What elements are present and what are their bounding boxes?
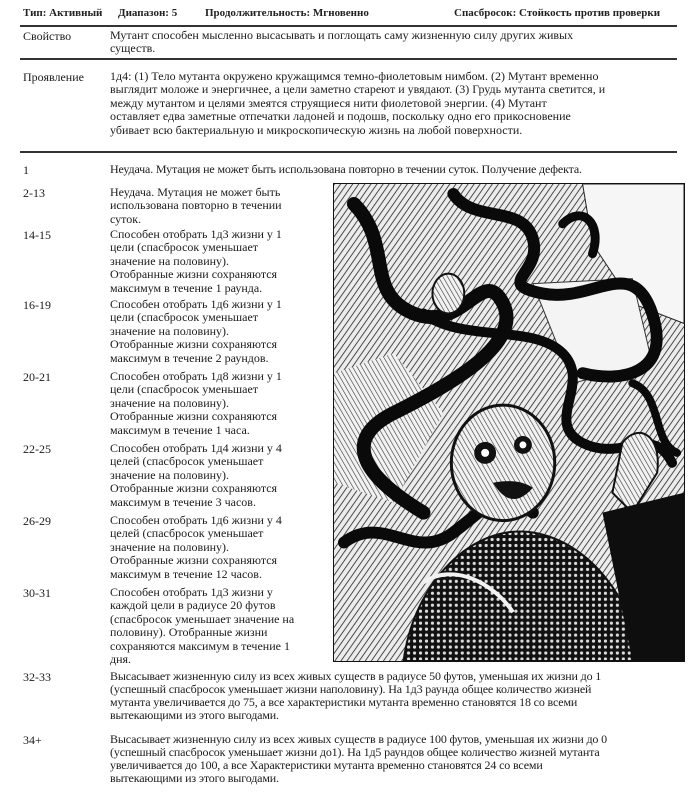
result-line: Отобранные жизни сохраняются: [110, 337, 278, 352]
result-text: [110, 228, 326, 295]
roll-value: 1: [23, 163, 29, 177]
manifestation-line: выглядит моложе и энергичнее, а цели заметно стареют и увядают. (3) Грудь мутанта светится, и: [110, 82, 606, 97]
result-line: использована повторно в течении: [110, 198, 282, 213]
result-line: Отобранные жизни сохраняются: [110, 553, 278, 568]
result-line: значение на половину).: [110, 253, 230, 268]
result-line: максимум в течение 2 раундов.: [110, 350, 269, 365]
result-line: значение на половину).: [110, 395, 230, 410]
result-line: суток.: [110, 211, 142, 226]
property-label: Свойство: [23, 29, 72, 43]
roll-value: 32-33: [23, 670, 51, 684]
result-line: каждой цели в радиусе 20 футов: [110, 598, 276, 613]
header-divider: [20, 25, 677, 27]
result-line: Неудача. Мутация не может быть использована повторно в течении суток. Получение дефекта.: [110, 162, 582, 176]
result-line: цели (спасбросок уменьшает: [110, 240, 259, 255]
range-label: Диапазон: 5: [118, 7, 178, 19]
zombie-pupil: [481, 449, 489, 457]
result-text: [110, 442, 326, 509]
manifestation-line: оставляет едва заметные отпечатки ладоней и подошв, поскольку одно его прикосновение: [110, 109, 571, 124]
roll-value: 16-19: [23, 298, 51, 312]
result-line: дня.: [110, 652, 132, 667]
result-line: (успешный спасбросок уменьшает жизни до1). На 1д5 раундов общее количество жизней мутанта: [110, 745, 600, 759]
illustration-svg: [334, 184, 684, 661]
result-text: [110, 370, 326, 437]
result-text: [110, 186, 326, 226]
result-text: [110, 733, 690, 785]
result-line: вытекающими из этого выгодами.: [110, 771, 279, 785]
roll-value: 22-25: [23, 442, 51, 456]
result-line: цели (спасбросок уменьшает: [110, 382, 259, 397]
result-line: максимум в течение 1 раунда.: [110, 280, 263, 295]
zombie-head: [451, 405, 554, 521]
result-line: Высасывает жизненную силу из всех живых существ в радиусе 100 футов, уменьшая их жизни до 0: [110, 732, 607, 746]
result-line: Способен отобрать 1д6 жизни у 1: [110, 297, 282, 311]
result-line: Способен отобрать 1д8 жизни у 1: [110, 369, 282, 383]
result-line: Высасывает жизненную силу из всех живых существ в радиусе 50 футов, уменьшая их жизни до 1: [110, 669, 602, 683]
result-line: максимум в течение 12 часов.: [110, 566, 262, 581]
result-line: Отобранные жизни сохраняются: [110, 409, 278, 424]
result-line: значение на половину).: [110, 539, 230, 554]
result-line: Отобранные жизни сохраняются: [110, 267, 278, 282]
result-text: [110, 163, 690, 176]
result-line: Отобранные жизни сохраняются: [110, 481, 278, 496]
result-text: [110, 586, 326, 666]
duration-label: Продолжительность: Мгновенно: [205, 7, 369, 19]
result-line: Способен отобрать 1д3 жизни у: [110, 585, 273, 599]
result-text: [110, 670, 690, 722]
result-line: половину). Отобранные жизни: [110, 625, 268, 640]
result-line: сохраняются максимум в течение 1: [110, 638, 290, 653]
roll-value: 30-31: [23, 586, 51, 600]
roll-value: 34+: [23, 733, 42, 747]
result-line: целей (спасбросок уменьшает: [110, 526, 264, 541]
result-line: максимум в течение 1 часа.: [110, 422, 250, 437]
result-line: целей (спасбросок уменьшает: [110, 454, 264, 469]
roll-value: 26-29: [23, 514, 51, 528]
result-line: вытекающими из этого выгодами.: [110, 708, 279, 722]
result-line: максимум в течение 3 часов.: [110, 494, 256, 509]
manifestation-line: между мутантом и целями змеятся струящиеся нити фиолетовой энергии. (4) Мутант: [110, 95, 547, 110]
manifestation-line: 1д4: (1) Тело мутанта окружено кружащимся темно-фиолетовым нимбом. (2) Мутант временно: [110, 69, 599, 83]
result-line: значение на половину).: [110, 323, 230, 338]
property-divider: [20, 58, 677, 60]
result-line: Способен отобрать 1д6 жизни у 4: [110, 513, 282, 527]
result-text: [110, 514, 326, 581]
result-line: Способен отобрать 1д4 жизни у 4: [110, 441, 282, 455]
manifestation-text: [110, 70, 685, 137]
result-line: увеличивается до 100, а все Характеристики мутанта временно становятся 24 со всеми: [110, 758, 543, 772]
roll-value: 14-15: [23, 228, 51, 242]
zombie-pupil: [519, 441, 526, 448]
result-line: (успешный спасбросок уменьшает жизни наполовину). На 1д3 раунда общее количество жизней: [110, 682, 592, 696]
result-line: (спасбросок уменьшает значение на: [110, 611, 295, 626]
result-line: мутанта увеличивается до 75, а все характеристики мутанта временно становятся 18 со всеми: [110, 695, 578, 709]
result-line: цели (спасбросок уменьшает: [110, 310, 259, 325]
property-line: существ.: [110, 41, 156, 56]
type-label: Тип: Активный: [23, 7, 103, 19]
result-line: Способен отобрать 1д3 жизни у 1: [110, 227, 282, 241]
roll-value: 2-13: [23, 186, 45, 200]
background-figure-head: [432, 274, 464, 314]
result-line: Неудача. Мутация не может быть: [110, 185, 281, 199]
property-text: [110, 29, 680, 56]
result-text: [110, 298, 326, 365]
save-label: Спасбросок: Стойкость против проверки: [454, 7, 661, 19]
result-line: значение на половину).: [110, 467, 230, 482]
mutation-header: [23, 7, 677, 21]
ink-illustration-zombie-drained-icon: [333, 183, 685, 662]
roll-value: 20-21: [23, 370, 51, 384]
property-line: Мутант способен мысленно высасывать и поглощать саму жизненную силу других живых: [110, 28, 574, 42]
manifestation-label: Проявление: [23, 70, 84, 84]
manifestation-divider: [20, 151, 677, 153]
manifestation-line: убивает всю бактериальную и микроскопическую жизнь на любой поверхности.: [110, 122, 523, 137]
